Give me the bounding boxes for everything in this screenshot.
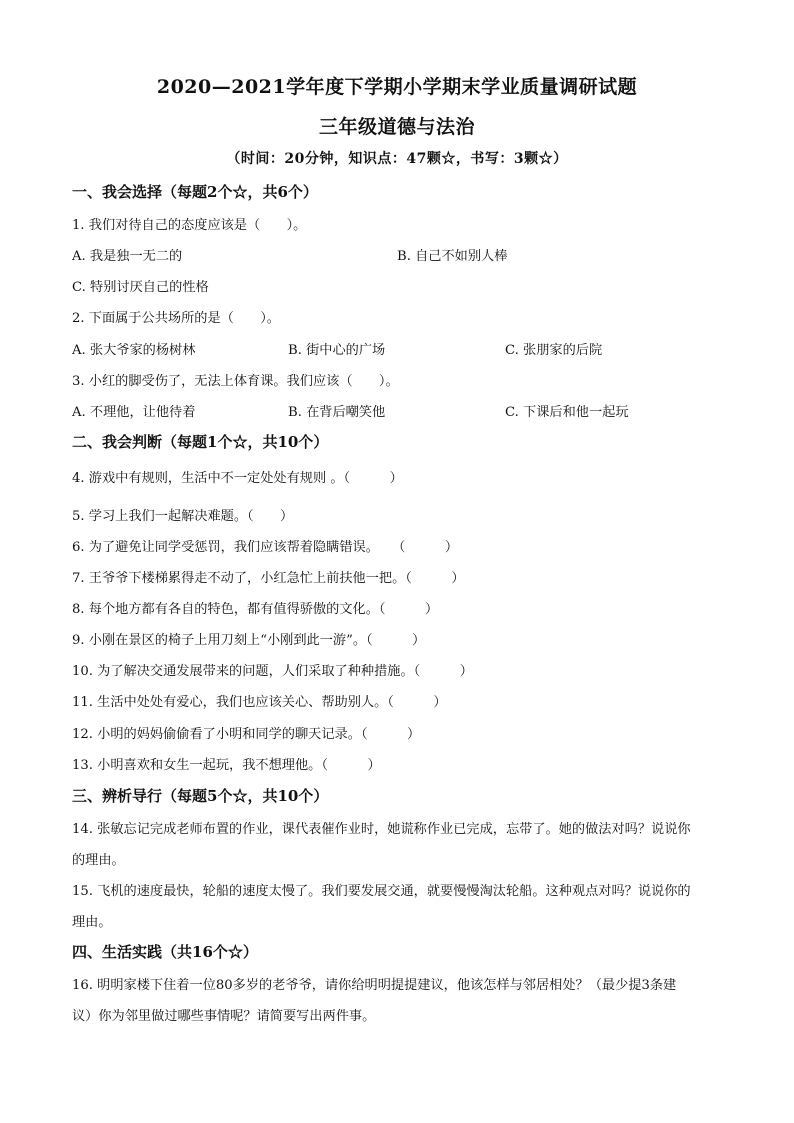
question-1-option-b: B. 自己不如别人棒 [397, 249, 508, 264]
question-14-line-1: 14. 张敏忘记完成老师布置的作业，课代表催作业时，她谎称作业已完成，忘带了。她的做法对吗？说说你 [72, 822, 691, 837]
judge-item-4: 4. 游戏中有规则，生活中不一定处处有规则 。（ ） [72, 471, 403, 486]
question-16-line-1: 16. 明明家楼下住着一位80多岁的老爷爷，请你给明明提提建议，他该怎样与邻居相处？（最少提3条建 [72, 978, 677, 993]
question-3-option-b: B. 在背后嘲笑他 [288, 405, 386, 420]
section-heading-analysis: 三、辨析导行（每题5个☆，共10个） [72, 787, 329, 805]
question-15-line-2: 理由。 [72, 915, 112, 930]
section-heading-choice: 一、我会选择（每题2个☆，共6个） [72, 183, 318, 201]
judge-item-8: 8. 每个地方都有各自的特色，都有值得骄傲的文化。（ ） [72, 602, 439, 617]
judge-item-10: 10. 为了解决交通发展带来的问题，人们采取了种种措施。（ ） [72, 664, 473, 679]
question-2-option-c: C. 张朋家的后院 [505, 343, 603, 358]
exam-subtitle: 三年级道德与法治 [318, 116, 475, 138]
question-3-option-a: A. 不理他，让他待着 [72, 405, 196, 420]
question-2-option-b: B. 街中心的广场 [288, 343, 386, 358]
judge-item-5: 5. 学习上我们一起解决难题。（ ） [72, 509, 294, 524]
section-heading-judge: 二、我会判断（每题1个☆，共10个） [72, 433, 329, 451]
exam-info: （时间：20分钟，知识点：47颗☆，书写：3颗☆） [226, 151, 568, 167]
exam-title: 2020—2021学年度下学期小学期末学业质量调研试题 [156, 76, 638, 98]
section-heading-practice: 四、生活实践（共16个☆） [72, 943, 258, 961]
question-16-line-2: 议）你为邻里做过哪些事情呢？请简要写出两件事。 [72, 1009, 376, 1024]
judge-item-13: 13. 小明喜欢和女生一起玩，我不想理他。（ ） [72, 758, 381, 773]
judge-item-12: 12. 小明的妈妈偷偷看了小明和同学的聊天记录。（ ） [72, 727, 421, 742]
question-1-option-c: C. 特别讨厌自己的性格 [72, 280, 209, 295]
question-3-option-c: C. 下课后和他一起玩 [505, 405, 629, 420]
judge-item-6: 6. 为了避免让同学受惩罚，我们应该帮着隐瞒错误。 （ ） [72, 540, 459, 555]
question-1-option-a: A. 我是独一无二的 [72, 249, 183, 264]
judge-item-9: 9. 小刚在景区的椅子上用刀刻上“小刚到此一游”。（ ） [72, 633, 426, 648]
question-1-stem: 1. 我们对待自己的态度应该是（ ）。 [72, 218, 307, 233]
question-15-line-1: 15. 飞机的速度最快，轮船的速度太慢了。我们要发展交通，就要慢慢淘汰轮船。这种观点对吗？说说你的 [72, 884, 691, 899]
question-2-stem: 2. 下面属于公共场所的是（ ）。 [72, 311, 280, 326]
question-2-option-a: A. 张大爷家的杨树林 [72, 343, 196, 358]
judge-item-11: 11. 生活中处处有爱心，我们也应该关心、帮助别人。（ ） [72, 695, 447, 710]
question-3-stem: 3. 小红的脚受伤了，无法上体育课。我们应该（ ）。 [72, 374, 399, 389]
question-14-line-2: 的理由。 [72, 853, 125, 868]
judge-item-7: 7. 王爷爷下楼梯累得走不动了，小红急忙上前扶他一把。（ ） [72, 571, 465, 586]
